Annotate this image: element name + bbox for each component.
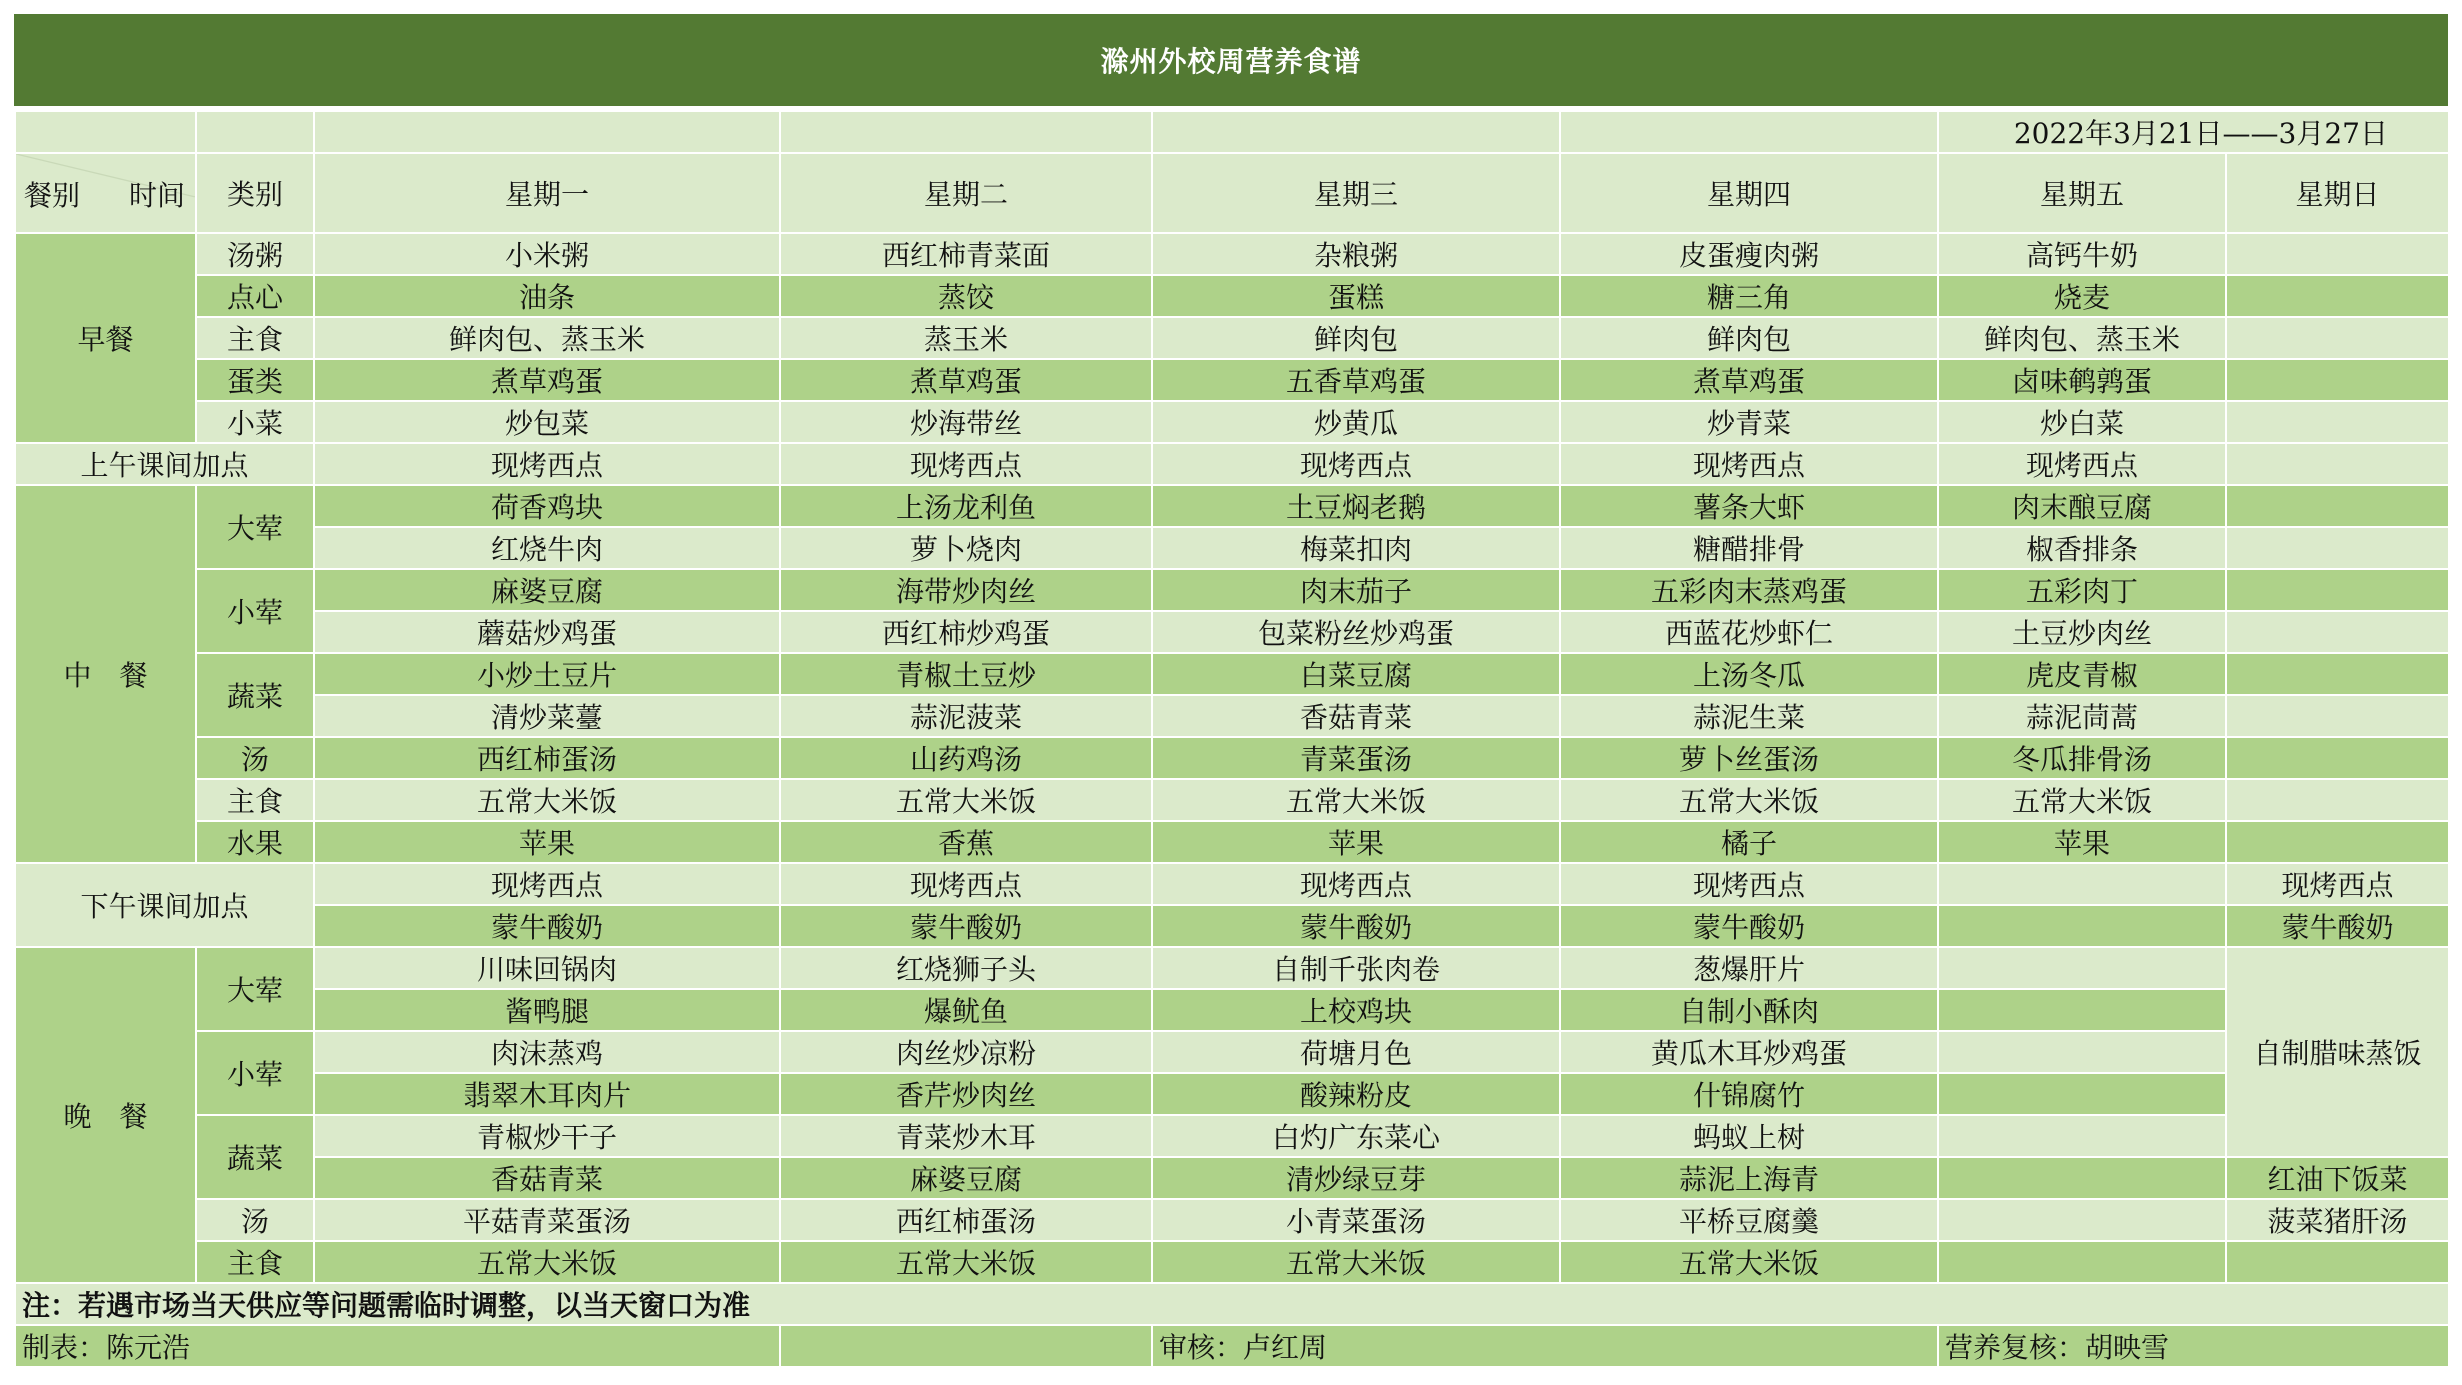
table-row — [15, 989, 2449, 1031]
dish-cell: 包菜粉丝炒鸡蛋 — [1152, 611, 1560, 653]
category-cell: 大荤 — [196, 947, 314, 1031]
dish-cell: 蒙牛酸奶 — [1152, 905, 1560, 947]
category-cell: 主食 — [196, 317, 314, 359]
dish-cell: 土豆炒肉丝 — [1938, 611, 2226, 653]
dish-cell: 薯条大虾 — [1560, 485, 1938, 527]
table-row — [15, 905, 2449, 947]
menu-table — [14, 110, 2450, 1368]
dish-cell: 西红柿蛋汤 — [314, 737, 780, 779]
dish-cell: 小青菜蛋汤 — [1152, 1199, 1560, 1241]
dish-cell: 糖三角 — [1560, 275, 1938, 317]
dish-cell — [2226, 737, 2449, 779]
footer-reviewer: 审核：卢红周 — [1152, 1325, 1938, 1367]
dish-cell: 蒙牛酸奶 — [314, 905, 780, 947]
dish-cell: 清炒绿豆芽 — [1152, 1157, 1560, 1199]
category-cell: 小菜 — [196, 401, 314, 443]
dish-cell: 香菇青菜 — [1152, 695, 1560, 737]
dish-cell: 五彩肉末蒸鸡蛋 — [1560, 569, 1938, 611]
dish-cell: 香芹炒肉丝 — [780, 1073, 1152, 1115]
dish-cell: 煮草鸡蛋 — [780, 359, 1152, 401]
dish-cell: 橘子 — [1560, 821, 1938, 863]
dish-cell — [2226, 275, 2449, 317]
table-row — [15, 401, 2449, 443]
dish-cell: 五常大米饭 — [1152, 1241, 1560, 1283]
dish-cell: 梅菜扣肉 — [1152, 527, 1560, 569]
dish-cell: 上校鸡块 — [1152, 989, 1560, 1031]
dish-cell: 黄瓜木耳炒鸡蛋 — [1560, 1031, 1938, 1073]
category-cell: 汤 — [196, 737, 314, 779]
blank-cell — [780, 111, 1152, 153]
dish-cell: 荷塘月色 — [1152, 1031, 1560, 1073]
dish-cell — [1938, 947, 2226, 989]
dish-cell: 香蕉 — [780, 821, 1152, 863]
dish-cell: 麻婆豆腐 — [780, 1157, 1152, 1199]
dish-cell: 五常大米饭 — [314, 1241, 780, 1283]
table-row — [15, 821, 2449, 863]
dish-cell: 蒜泥茼蒿 — [1938, 695, 2226, 737]
dish-cell — [1938, 989, 2226, 1031]
dish-cell: 肉沫蒸鸡 — [314, 1031, 780, 1073]
category-cell: 汤 — [196, 1199, 314, 1241]
dish-cell: 五常大米饭 — [314, 779, 780, 821]
footer-made-by: 制表：陈元浩 — [15, 1325, 780, 1367]
dish-cell: 现烤西点 — [314, 863, 780, 905]
dish-cell: 平桥豆腐羹 — [1560, 1199, 1938, 1241]
dish-cell: 荷香鸡块 — [314, 485, 780, 527]
table-row — [15, 779, 2449, 821]
blank-cell — [1560, 111, 1938, 153]
dish-cell: 麻婆豆腐 — [314, 569, 780, 611]
blank-cell — [196, 111, 314, 153]
corner-time-label: 时间 — [128, 179, 185, 212]
table-row — [15, 443, 2449, 485]
dish-cell: 青菜蛋汤 — [1152, 737, 1560, 779]
sunday-dinner-staple — [2226, 1241, 2449, 1283]
dish-cell: 煮草鸡蛋 — [314, 359, 780, 401]
dish-cell: 五常大米饭 — [780, 779, 1152, 821]
dish-cell: 炒青菜 — [1560, 401, 1938, 443]
dish-cell — [2226, 611, 2449, 653]
dish-cell: 西红柿炒鸡蛋 — [780, 611, 1152, 653]
category-cell: 大荤 — [196, 485, 314, 569]
table-row — [15, 1031, 2449, 1073]
dish-cell: 煮草鸡蛋 — [1560, 359, 1938, 401]
dish-cell: 蒙牛酸奶 — [780, 905, 1152, 947]
dish-cell: 蚂蚁上树 — [1560, 1115, 1938, 1157]
menu-sheet — [14, 14, 2448, 1368]
dish-cell — [2226, 443, 2449, 485]
category-cell: 主食 — [196, 1241, 314, 1283]
dish-cell — [1938, 1157, 2226, 1199]
dish-cell: 五常大米饭 — [1560, 779, 1938, 821]
dish-cell — [2226, 821, 2449, 863]
dish-cell — [1938, 1115, 2226, 1157]
category-cell: 点心 — [196, 275, 314, 317]
table-row — [15, 317, 2449, 359]
table-row — [15, 111, 2449, 153]
dish-cell: 现烤西点 — [1152, 863, 1560, 905]
dish-cell: 杂粮粥 — [1152, 233, 1560, 275]
dish-cell: 现烤西点 — [1938, 443, 2226, 485]
dish-cell: 苹果 — [1938, 821, 2226, 863]
dish-cell: 蒜泥上海青 — [1560, 1157, 1938, 1199]
table-row — [15, 569, 2449, 611]
dish-cell: 五常大米饭 — [1938, 779, 2226, 821]
table-row — [15, 737, 2449, 779]
dish-cell: 鲜肉包、蒸玉米 — [314, 317, 780, 359]
dish-cell: 香菇青菜 — [314, 1157, 780, 1199]
date-range: 2022年3月21日——3月27日 — [1938, 111, 2449, 153]
dish-cell: 五常大米饭 — [1152, 779, 1560, 821]
table-row — [15, 1115, 2449, 1157]
dish-cell: 自制千张肉卷 — [1152, 947, 1560, 989]
sunday-dinner-soup: 菠菜猪肝汤 — [2226, 1199, 2449, 1241]
dish-cell: 蒜泥生菜 — [1560, 695, 1938, 737]
table-row — [15, 695, 2449, 737]
meal-label-breakfast: 早餐 — [15, 233, 196, 443]
dish-cell: 苹果 — [1152, 821, 1560, 863]
note-text: 注：若遇市场当天供应等问题需临时调整，以当天窗口为准 — [15, 1283, 2449, 1325]
dish-cell: 烧麦 — [1938, 275, 2226, 317]
dish-cell — [2226, 485, 2449, 527]
dish-cell: 翡翠木耳肉片 — [314, 1073, 780, 1115]
table-row — [15, 527, 2449, 569]
dish-cell — [1938, 863, 2226, 905]
dish-cell — [1938, 1199, 2226, 1241]
dish-cell: 自制小酥肉 — [1560, 989, 1938, 1031]
dish-cell: 肉末茄子 — [1152, 569, 1560, 611]
dish-cell: 土豆焖老鹅 — [1152, 485, 1560, 527]
dish-cell: 爆鱿鱼 — [780, 989, 1152, 1031]
dish-cell: 现烤西点 — [780, 443, 1152, 485]
dish-cell: 蒙牛酸奶 — [1560, 905, 1938, 947]
day-header: 星期二 — [780, 153, 1152, 233]
category-cell: 蔬菜 — [196, 1115, 314, 1199]
dish-cell: 山药鸡汤 — [780, 737, 1152, 779]
dish-cell: 红烧牛肉 — [314, 527, 780, 569]
category-cell: 小荤 — [196, 569, 314, 653]
dish-cell: 酱鸭腿 — [314, 989, 780, 1031]
day-header: 星期五 — [1938, 153, 2226, 233]
table-row — [15, 233, 2449, 275]
dish-cell — [2226, 527, 2449, 569]
blank-cell — [314, 111, 780, 153]
dish-cell: 鲜肉包、蒸玉米 — [1938, 317, 2226, 359]
dish-cell: 平菇青菜蛋汤 — [314, 1199, 780, 1241]
dish-cell: 现烤西点 — [314, 443, 780, 485]
category-cell: 主食 — [196, 779, 314, 821]
dish-cell: 肉丝炒凉粉 — [780, 1031, 1152, 1073]
table-row — [15, 611, 2449, 653]
dish-cell: 现烤西点 — [1560, 863, 1938, 905]
menu-title: 滁州外校周营养食谱 — [14, 14, 2448, 110]
dish-cell: 油条 — [314, 275, 780, 317]
dish-cell: 青椒炒干子 — [314, 1115, 780, 1157]
dish-cell: 肉末酿豆腐 — [1938, 485, 2226, 527]
meal-label-lunch: 中 餐 — [15, 485, 196, 863]
footer-nutrition: 营养复核：胡映雪 — [1938, 1325, 2449, 1367]
table-row — [15, 485, 2449, 527]
sunday-dinner-veg: 红油下饭菜 — [2226, 1157, 2449, 1199]
dish-cell: 五彩肉丁 — [1938, 569, 2226, 611]
header-corner — [15, 153, 196, 233]
table-row — [15, 1157, 2449, 1199]
day-header: 星期一 — [314, 153, 780, 233]
dish-cell: 虎皮青椒 — [1938, 653, 2226, 695]
dish-cell — [2226, 695, 2449, 737]
dish-cell — [2226, 779, 2449, 821]
table-row — [15, 1199, 2449, 1241]
dish-cell: 上汤龙利鱼 — [780, 485, 1152, 527]
dish-cell: 现烤西点 — [780, 863, 1152, 905]
dish-cell: 川味回锅肉 — [314, 947, 780, 989]
dish-cell — [2226, 317, 2449, 359]
meal-label-dinner: 晚 餐 — [15, 947, 196, 1283]
table-row — [15, 863, 2449, 905]
corner-meal-label: 餐别 — [24, 179, 81, 212]
dish-cell: 西红柿青菜面 — [780, 233, 1152, 275]
category-cell: 汤粥 — [196, 233, 314, 275]
dish-cell: 西红柿蛋汤 — [780, 1199, 1152, 1241]
dish-cell: 红烧狮子头 — [780, 947, 1152, 989]
dish-cell: 皮蛋瘦肉粥 — [1560, 233, 1938, 275]
dish-cell — [1938, 1073, 2226, 1115]
dish-cell — [1938, 1031, 2226, 1073]
dish-cell — [1938, 905, 2226, 947]
dish-cell: 炒海带丝 — [780, 401, 1152, 443]
dish-cell: 蘑菇炒鸡蛋 — [314, 611, 780, 653]
dish-cell: 苹果 — [314, 821, 780, 863]
dish-cell: 海带炒肉丝 — [780, 569, 1152, 611]
category-header: 类别 — [196, 153, 314, 233]
table-row — [15, 1073, 2449, 1115]
dish-cell: 蒜泥菠菜 — [780, 695, 1152, 737]
dish-cell: 糖醋排骨 — [1560, 527, 1938, 569]
dish-cell: 现烤西点 — [2226, 863, 2449, 905]
dish-cell: 现烤西点 — [1152, 443, 1560, 485]
dish-cell: 炒包菜 — [314, 401, 780, 443]
day-header: 星期日 — [2226, 153, 2449, 233]
dish-cell: 现烤西点 — [1560, 443, 1938, 485]
dish-cell: 卤味鹌鹑蛋 — [1938, 359, 2226, 401]
dish-cell: 萝卜丝蛋汤 — [1560, 737, 1938, 779]
meal-label-afternoon-snack: 下午课间加点 — [15, 863, 314, 947]
dish-cell — [2226, 569, 2449, 611]
dish-cell: 蒙牛酸奶 — [2226, 905, 2449, 947]
dish-cell: 蒸玉米 — [780, 317, 1152, 359]
dish-cell: 五常大米饭 — [1560, 1241, 1938, 1283]
blank-cell — [1152, 111, 1560, 153]
dish-cell: 五常大米饭 — [780, 1241, 1152, 1283]
dish-cell: 冬瓜排骨汤 — [1938, 737, 2226, 779]
table-row — [15, 1283, 2449, 1325]
dish-cell: 青椒土豆炒 — [780, 653, 1152, 695]
dish-cell: 小米粥 — [314, 233, 780, 275]
dish-cell: 炒黄瓜 — [1152, 401, 1560, 443]
table-row — [15, 153, 2449, 233]
dish-cell: 清炒菜薹 — [314, 695, 780, 737]
dish-cell: 白菜豆腐 — [1152, 653, 1560, 695]
meal-label-morning-snack: 上午课间加点 — [15, 443, 314, 485]
table-row — [15, 1241, 2449, 1283]
dish-cell — [1938, 1241, 2226, 1283]
dish-cell: 葱爆肝片 — [1560, 947, 1938, 989]
category-cell: 蛋类 — [196, 359, 314, 401]
blank-cell — [780, 1325, 1152, 1367]
dish-cell: 鲜肉包 — [1152, 317, 1560, 359]
dish-cell: 蒸饺 — [780, 275, 1152, 317]
sunday-dinner-main: 自制腊味蒸饭 — [2226, 947, 2449, 1157]
table-row — [15, 359, 2449, 401]
day-header: 星期四 — [1560, 153, 1938, 233]
dish-cell: 小炒土豆片 — [314, 653, 780, 695]
dish-cell: 高钙牛奶 — [1938, 233, 2226, 275]
dish-cell: 上汤冬瓜 — [1560, 653, 1938, 695]
table-row — [15, 653, 2449, 695]
dish-cell: 鲜肉包 — [1560, 317, 1938, 359]
dish-cell: 什锦腐竹 — [1560, 1073, 1938, 1115]
dish-cell: 蛋糕 — [1152, 275, 1560, 317]
dish-cell — [2226, 401, 2449, 443]
table-row — [15, 947, 2449, 989]
category-cell: 小荤 — [196, 1031, 314, 1115]
table-row — [15, 275, 2449, 317]
dish-cell: 炒白菜 — [1938, 401, 2226, 443]
dish-cell — [2226, 359, 2449, 401]
category-cell: 蔬菜 — [196, 653, 314, 737]
dish-cell: 酸辣粉皮 — [1152, 1073, 1560, 1115]
day-header: 星期三 — [1152, 153, 1560, 233]
dish-cell — [2226, 653, 2449, 695]
dish-cell: 西蓝花炒虾仁 — [1560, 611, 1938, 653]
dish-cell: 椒香排条 — [1938, 527, 2226, 569]
dish-cell: 白灼广东菜心 — [1152, 1115, 1560, 1157]
blank-cell — [15, 111, 196, 153]
dish-cell: 青菜炒木耳 — [780, 1115, 1152, 1157]
table-row — [15, 1325, 2449, 1367]
dish-cell: 五香草鸡蛋 — [1152, 359, 1560, 401]
category-cell: 水果 — [196, 821, 314, 863]
dish-cell — [2226, 233, 2449, 275]
dish-cell: 萝卜烧肉 — [780, 527, 1152, 569]
